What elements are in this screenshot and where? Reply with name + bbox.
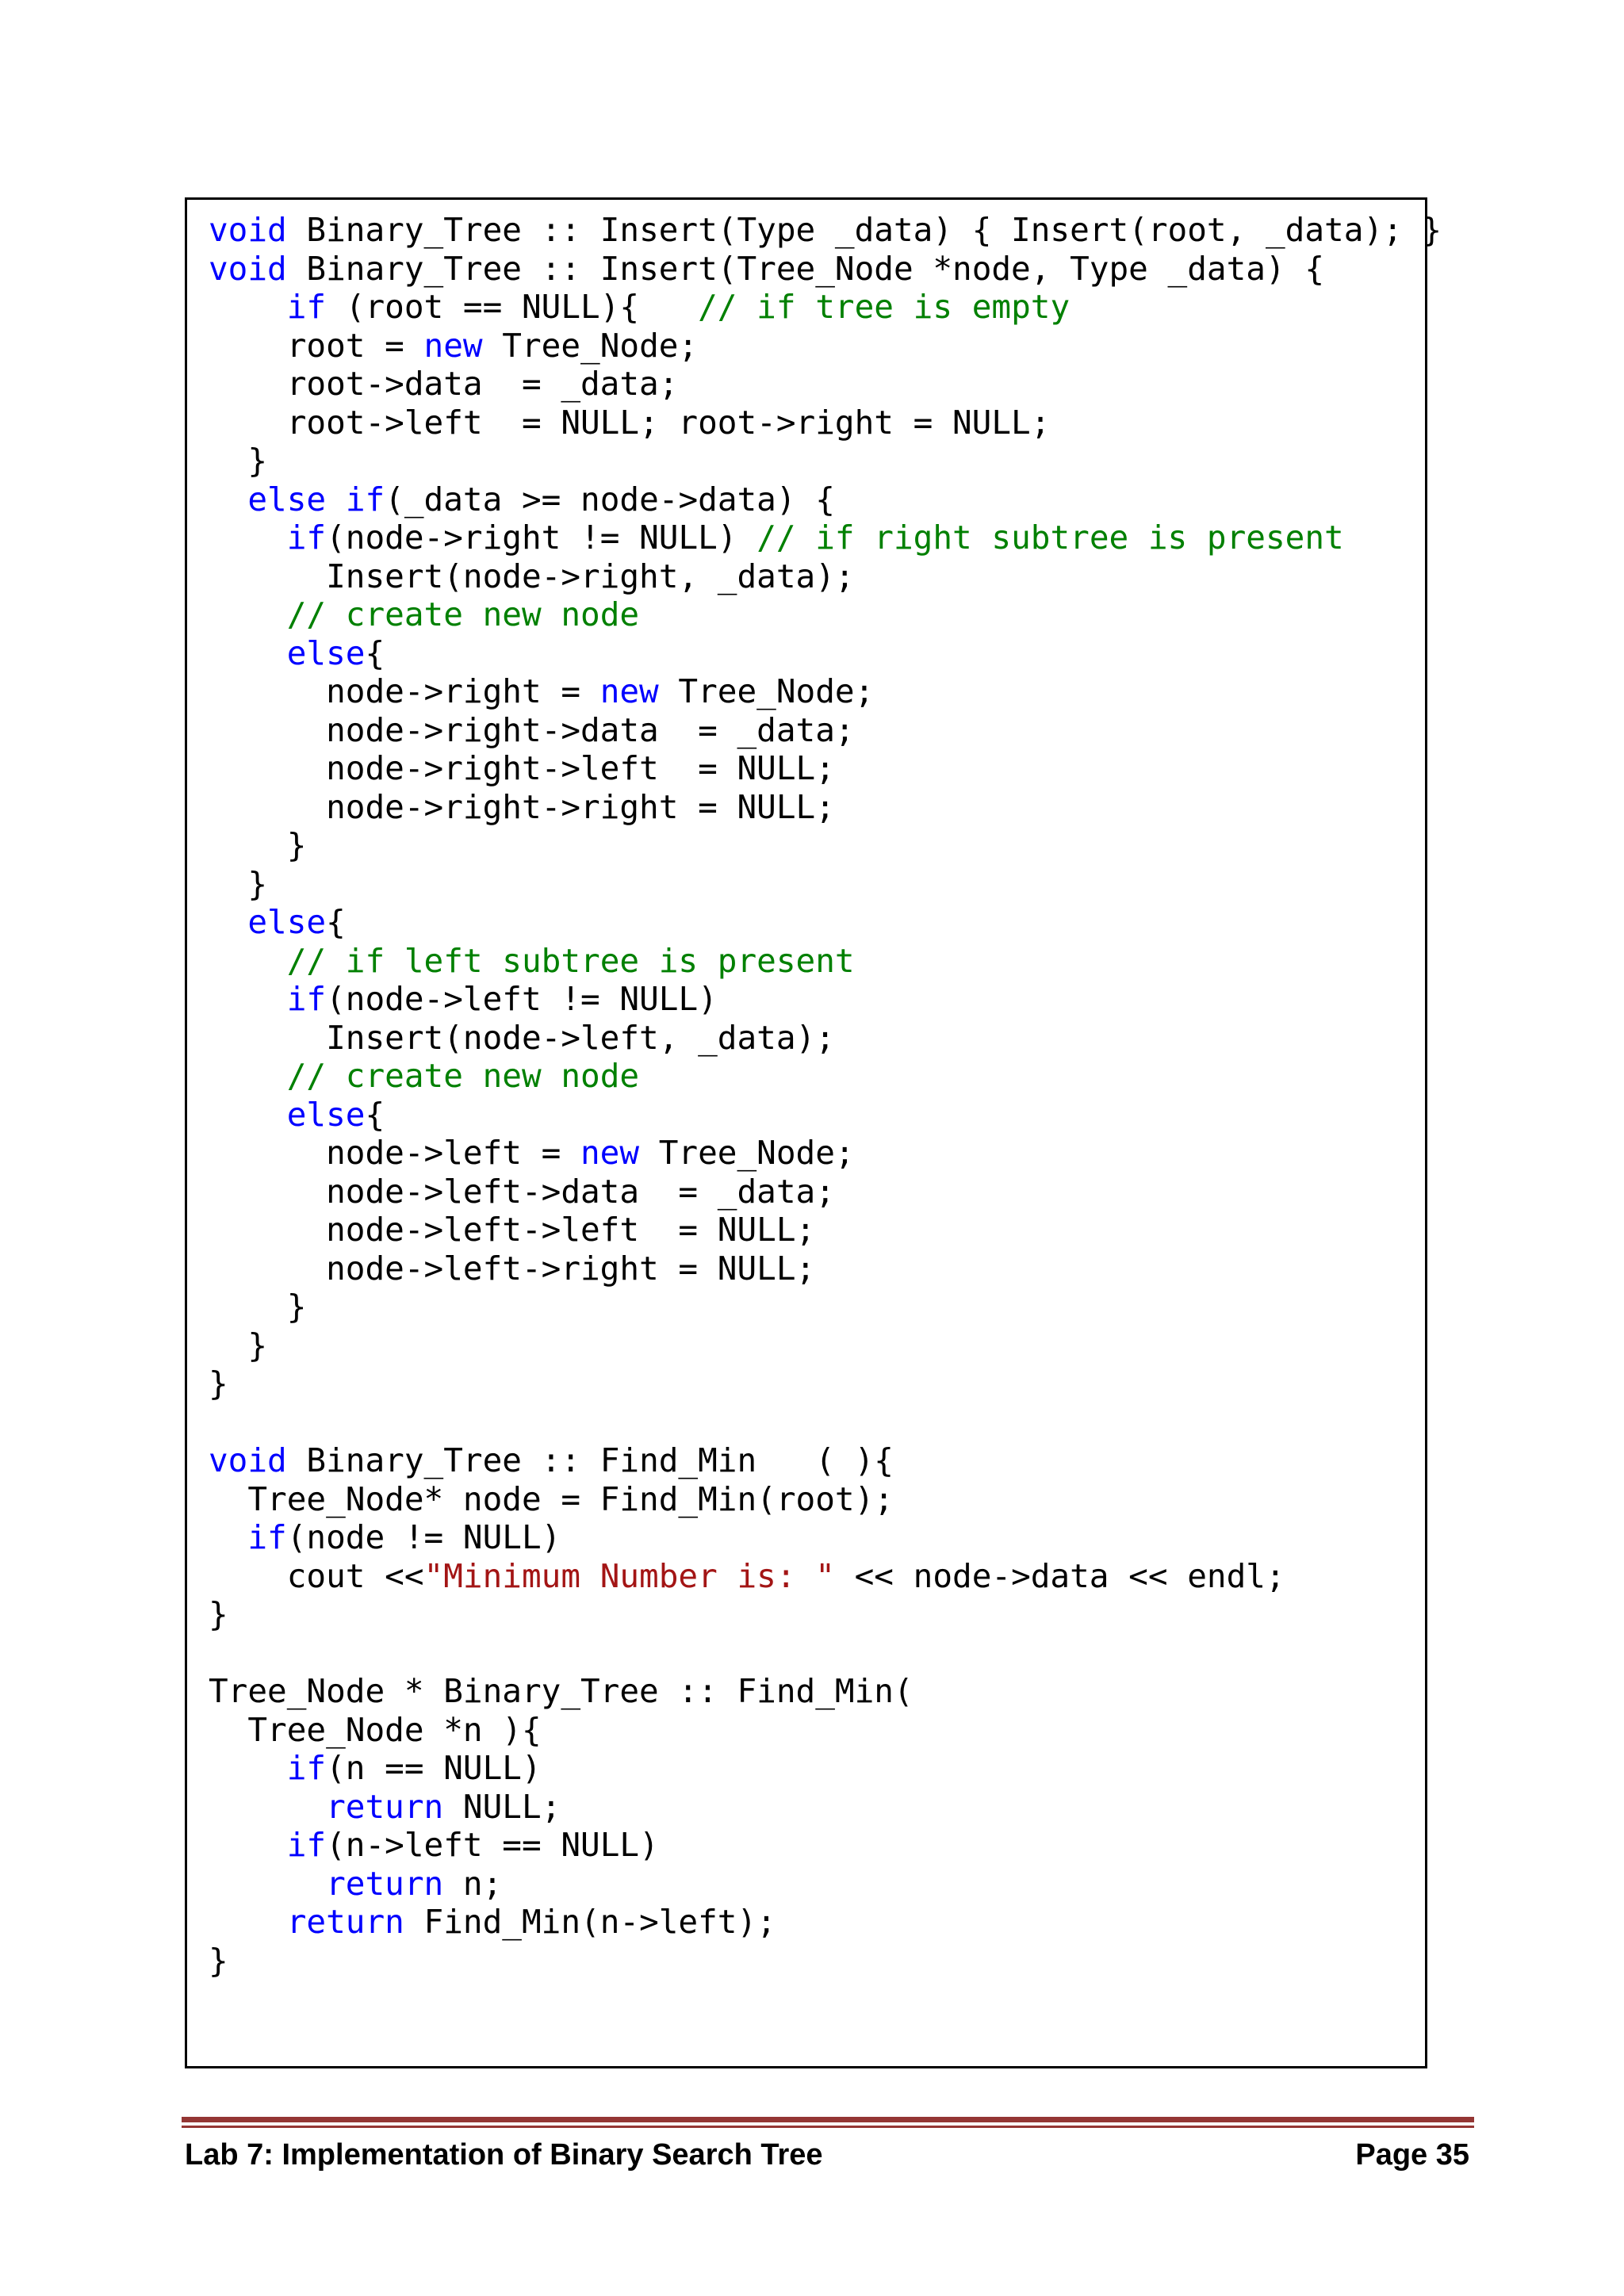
code-line — [209, 1211, 1442, 1249]
code-text: Binary_Tree :: Find_Min ( ){ — [286, 1441, 894, 1479]
code-text — [209, 595, 287, 633]
code-text: node->left->left = NULL; — [209, 1211, 816, 1249]
code-text — [209, 1865, 326, 1903]
code-text — [209, 1749, 287, 1787]
code-text — [209, 1788, 326, 1826]
code-text: << node->data << endl; — [834, 1556, 1285, 1595]
code-text: } — [209, 1364, 228, 1402]
code-comment: // if left subtree is present — [286, 941, 855, 980]
code-text — [209, 1096, 287, 1134]
code-text: Tree_Node *n ){ — [209, 1710, 542, 1749]
code-text — [209, 634, 287, 672]
code-text: Tree_Node * Binary_Tree :: Find_Min( — [209, 1672, 914, 1710]
code-keyword: new — [423, 326, 483, 365]
footer-rule — [182, 2117, 1474, 2122]
code-text — [326, 480, 346, 519]
code-keyword: return — [286, 1903, 404, 1941]
code-keyword: if — [247, 1518, 287, 1556]
code-line — [209, 557, 1442, 596]
code-keyword: if — [286, 980, 327, 1018]
code-text: } — [209, 1288, 307, 1326]
code-line — [209, 365, 1442, 404]
code-line — [209, 1942, 1442, 1980]
code-line — [209, 788, 1442, 827]
code-line — [209, 288, 1442, 327]
code-text: node->right->right = NULL; — [209, 787, 835, 826]
code-text: { — [365, 1095, 385, 1134]
code-keyword: if — [286, 1826, 327, 1864]
code-keyword: if — [286, 1749, 327, 1787]
code-keyword: else — [286, 633, 366, 672]
code-keyword: return — [326, 1787, 444, 1826]
code-line — [209, 711, 1442, 750]
code-keyword: void — [209, 249, 287, 288]
code-text: node->right->data = _data; — [209, 710, 855, 749]
code-line — [209, 634, 1442, 673]
code-line — [209, 1711, 1442, 1750]
code-text — [209, 288, 287, 326]
code-comment: // create new node — [286, 1057, 640, 1095]
code-line — [209, 865, 1442, 904]
code-keyword: if — [286, 519, 327, 557]
code-text: node->right = — [209, 672, 600, 710]
code-text: Tree_Node; — [639, 1134, 855, 1172]
code-text: Find_Min(n->left); — [404, 1903, 776, 1941]
code-text — [209, 903, 247, 941]
code-line — [209, 826, 1442, 865]
code-text: } — [209, 442, 268, 480]
code-line — [209, 1634, 1442, 1673]
code-line — [209, 1326, 1442, 1365]
code-line — [209, 749, 1442, 788]
code-text: { — [365, 633, 385, 672]
code-line — [209, 1173, 1442, 1211]
code-text: node->left->data = _data; — [209, 1172, 835, 1211]
code-keyword: if — [345, 480, 385, 519]
code-line — [209, 1403, 1442, 1442]
code-line — [209, 480, 1442, 519]
code-line — [209, 211, 1442, 250]
code-keyword: else — [247, 903, 327, 941]
code-text: (_data >= node->data) { — [385, 480, 835, 519]
code-text: Insert(node->right, _data); — [209, 557, 855, 595]
footer-rule-thin — [182, 2126, 1474, 2128]
code-text — [209, 480, 247, 519]
code-line — [209, 1749, 1442, 1788]
code-text: root->left = NULL; root->right = NULL; — [209, 403, 1051, 442]
code-text — [209, 519, 287, 557]
code-text: Binary_Tree :: Insert(Tree_Node *node, Type _data) { — [286, 249, 1325, 288]
code-line — [209, 404, 1442, 442]
code-text: (node != NULL) — [286, 1518, 561, 1556]
code-comment: // create new node — [286, 595, 640, 633]
code-keyword: if — [286, 288, 327, 326]
code-line — [209, 1057, 1442, 1096]
code-line — [209, 1249, 1442, 1288]
code-comment: // if right subtree is present — [756, 519, 1344, 557]
code-text — [209, 1826, 287, 1864]
code-string: "Minimum Number is: " — [423, 1556, 835, 1595]
code-keyword: return — [326, 1864, 444, 1903]
code-line — [209, 1788, 1442, 1827]
code-line — [209, 942, 1442, 981]
code-text: (node->left != NULL) — [326, 980, 718, 1018]
code-text: } — [209, 1595, 228, 1633]
code-text — [209, 1057, 287, 1095]
code-comment: // if tree is empty — [698, 288, 1071, 326]
code-text: node->right->left = NULL; — [209, 749, 835, 787]
code-line — [209, 980, 1442, 1019]
code-text: cout << — [209, 1556, 424, 1595]
code-line — [209, 1865, 1442, 1904]
code-keyword: new — [580, 1134, 640, 1172]
code-line — [209, 250, 1442, 289]
code-line — [209, 1557, 1442, 1596]
code-keyword: void — [209, 1441, 287, 1479]
code-text: (node->right != NULL) — [326, 519, 757, 557]
code-line — [209, 1441, 1442, 1480]
code-line — [209, 1019, 1442, 1058]
code-text: } — [209, 826, 307, 864]
code-line — [209, 903, 1442, 942]
code-line — [209, 1096, 1442, 1135]
code-line — [209, 1672, 1442, 1711]
code-text: root = — [209, 326, 424, 365]
code-line — [209, 1288, 1442, 1326]
code-text: { — [326, 903, 346, 941]
code-text: Insert(node->left, _data); — [209, 1018, 835, 1057]
code-line — [209, 1134, 1442, 1173]
code-line — [209, 519, 1442, 557]
code-text: n; — [443, 1864, 503, 1903]
code-line — [209, 1480, 1442, 1519]
code-text: } — [209, 864, 268, 903]
code-text — [209, 1903, 287, 1941]
code-text: Binary_Tree :: Insert(Type _data) { Insert(root, _data); } — [286, 211, 1442, 249]
code-text — [209, 980, 287, 1018]
code-listing-box — [185, 197, 1442, 2068]
code-text: } — [209, 1941, 228, 1980]
code-line — [209, 1903, 1442, 1942]
code-line — [209, 1595, 1442, 1634]
code-text: NULL; — [443, 1787, 561, 1826]
code-text: } — [209, 1326, 268, 1364]
code-line — [209, 1518, 1442, 1557]
code-text — [209, 1518, 247, 1556]
code-text: node->left = — [209, 1134, 580, 1172]
footer-lab-title: Lab 7: Implementation of Binary Search Tree — [185, 2138, 823, 2172]
code-keyword: new — [599, 672, 659, 710]
code-keyword: void — [209, 211, 287, 249]
footer-page-number: Page 35 — [1355, 2138, 1469, 2172]
code-text: node->left->right = NULL; — [209, 1249, 816, 1288]
code-line — [209, 442, 1442, 480]
code-line — [209, 1364, 1442, 1403]
code-text: (n->left == NULL) — [326, 1826, 659, 1864]
code-listing — [209, 211, 1442, 1980]
code-text: Tree_Node* node = Find_Min(root); — [209, 1479, 894, 1518]
code-text: root->data = _data; — [209, 365, 679, 403]
code-text: Tree_Node; — [482, 326, 699, 365]
code-text — [209, 942, 287, 980]
code-line — [209, 595, 1442, 634]
code-text: Tree_Node; — [658, 672, 875, 710]
code-line — [209, 672, 1442, 711]
code-text: (root == NULL){ — [326, 288, 699, 326]
code-line — [209, 327, 1442, 365]
code-keyword: else — [247, 480, 327, 519]
code-text: (n == NULL) — [326, 1749, 542, 1787]
code-line — [209, 1826, 1442, 1865]
code-keyword: else — [286, 1095, 366, 1134]
